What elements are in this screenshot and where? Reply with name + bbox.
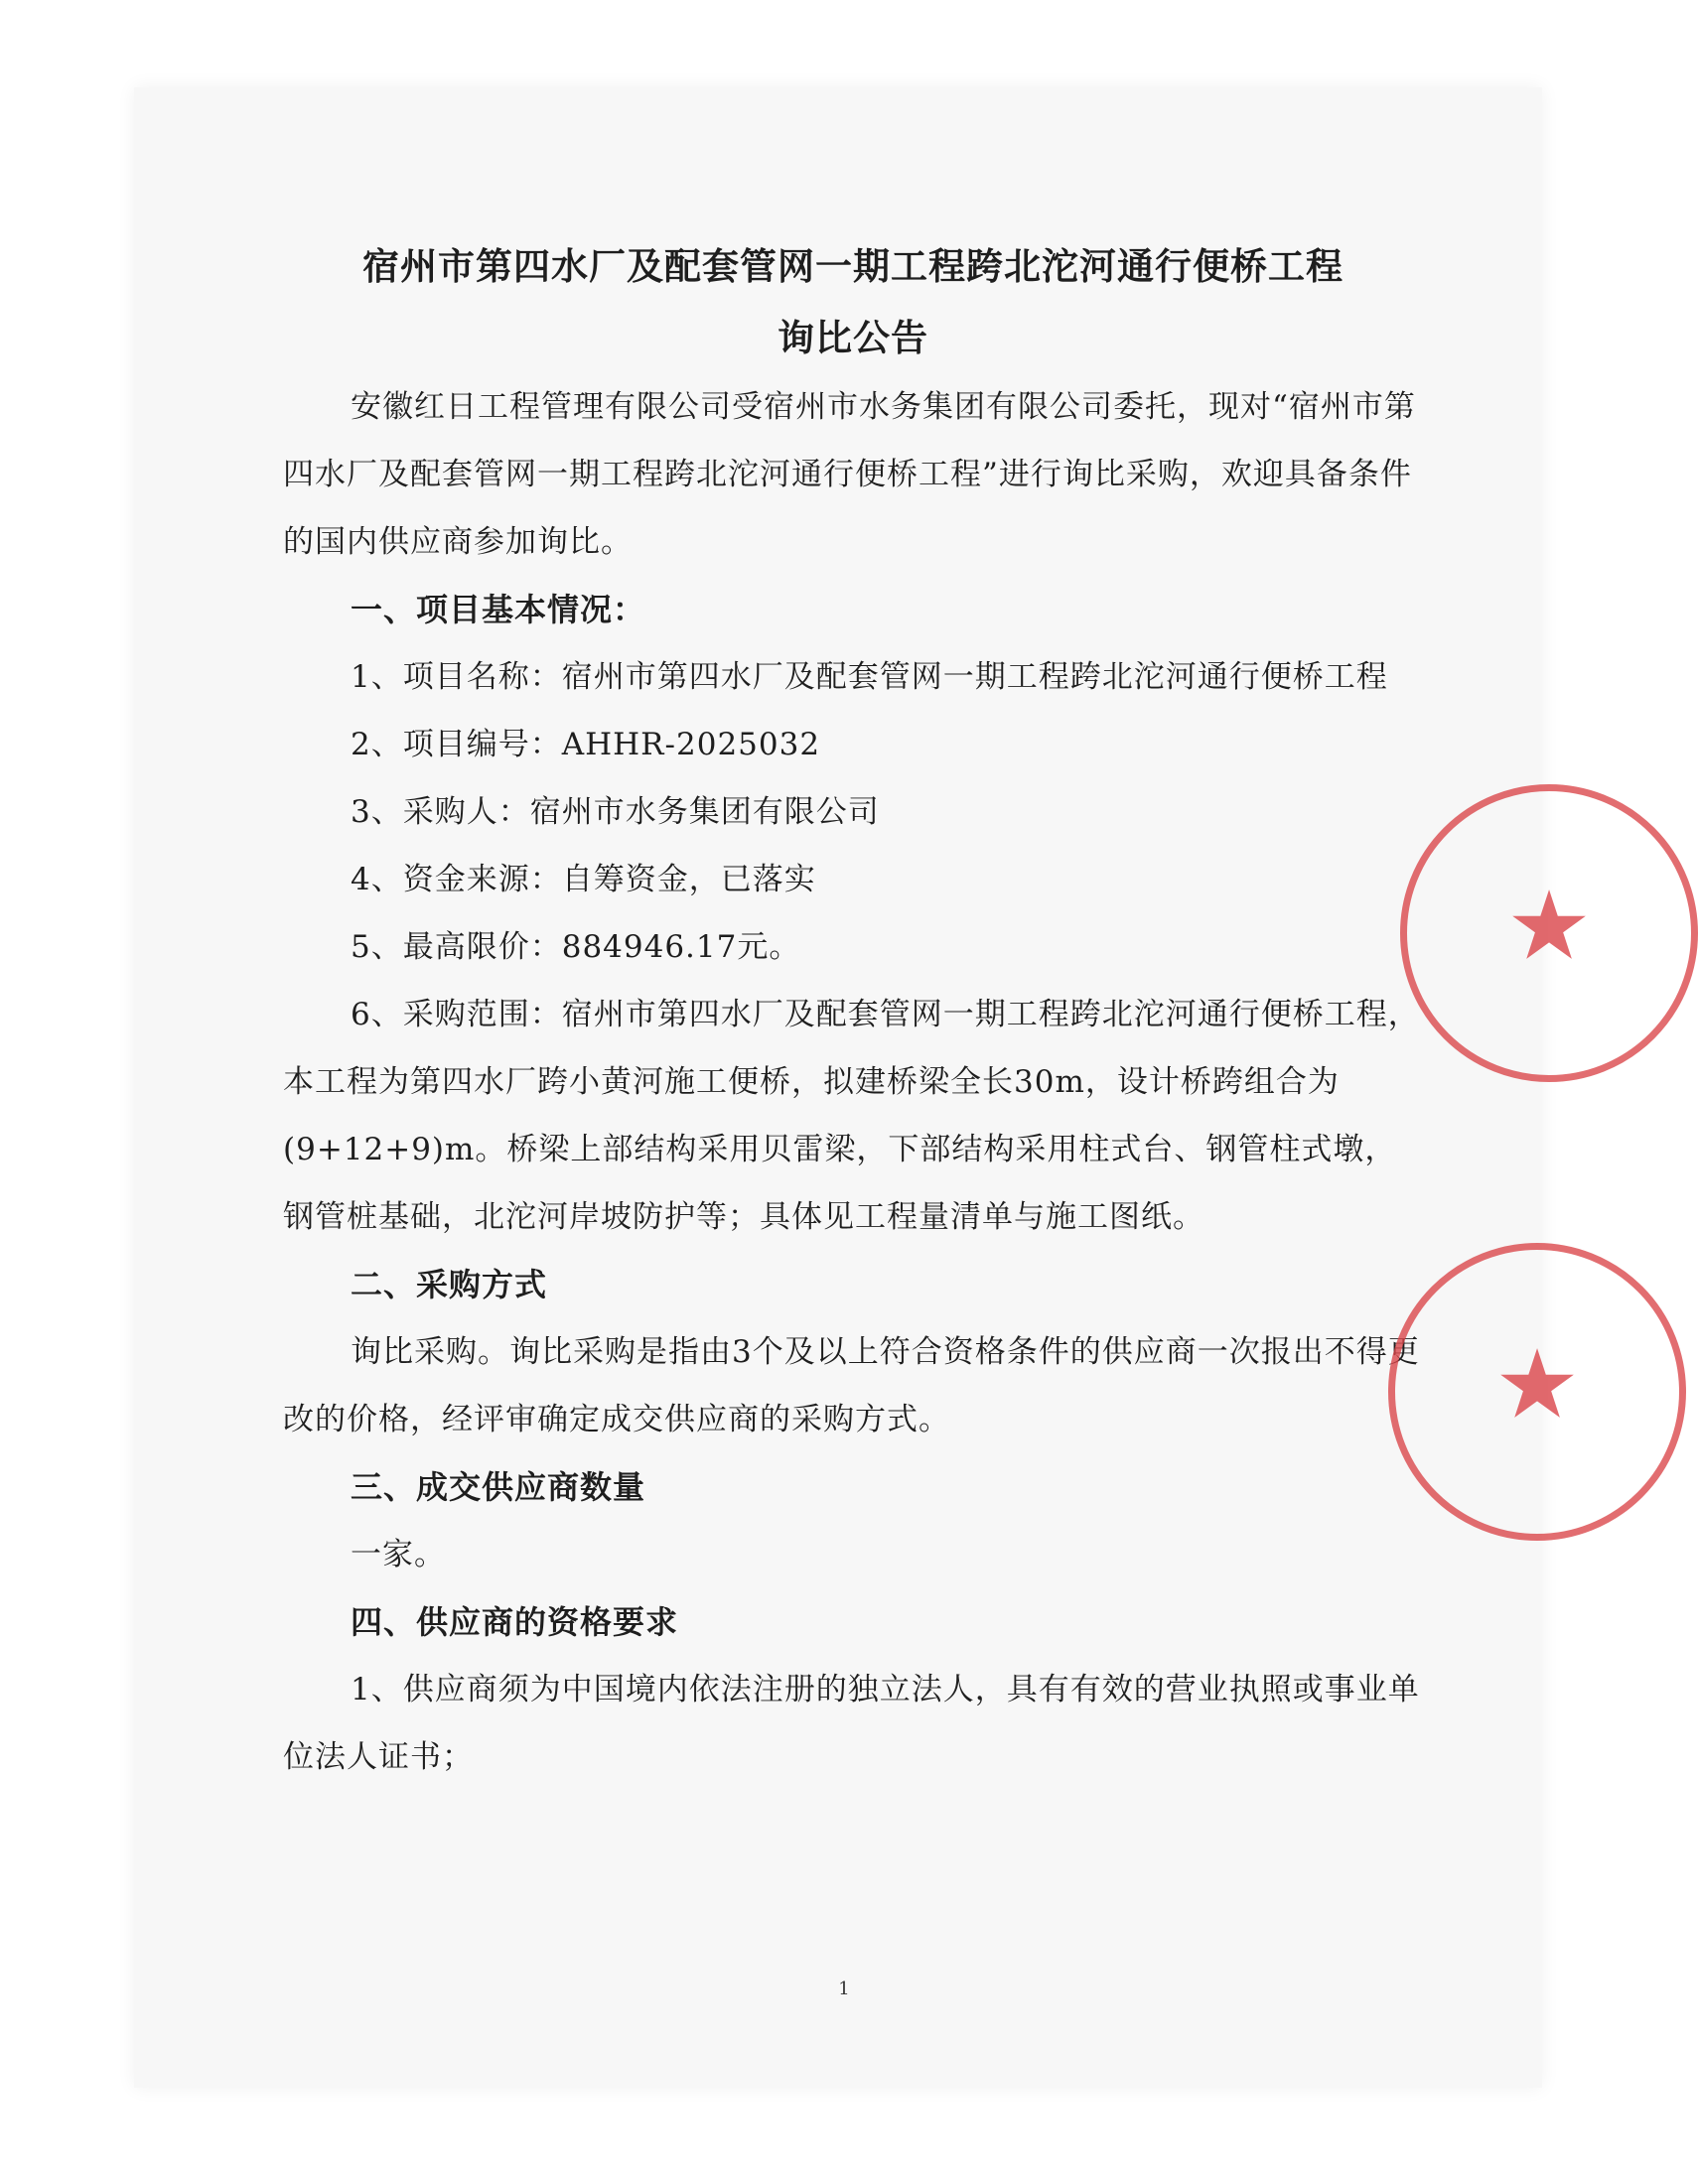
document-title: 宿州市第四水厂及配套管网一期工程跨北沱河通行便桥工程 [362, 244, 1344, 288]
list-item: 5、最高限价：884946.17元。 [351, 929, 801, 965]
list-item: 3、采购人：宿州市水务集团有限公司 [351, 794, 880, 830]
intro-paragraph: 安徽红日工程管理有限公司受宿州市水务集团有限公司委托，现对“宿州市第四水厂及配套管网一期工程跨北沱河通行便桥工程”进行询比采购，欢迎具备条件的国内供应商参加询比。 [283, 389, 1416, 560]
document-body [283, 230, 1423, 1791]
section-heading: 二、采购方式 [351, 1266, 548, 1303]
stamp-water-group [1370, 774, 1593, 1102]
section-heading: 一、项目基本情况： [351, 591, 646, 628]
list-item: 1、供应商须为中国境内依法注册的独立法人，具有有效的营业执照或事业单位法人证书； [283, 1672, 1420, 1775]
list-item: 6、采购范围：宿州市第四水厂及配套管网一期工程跨北沱河通行便桥工程，本工程为第四水厂跨小黄河施工便桥，拟建桥梁全长30m，设计桥跨组合为(9+12+9)m。桥梁上部结构采用贝雷梁，下部结构采用柱式台、钢管柱式墩，钢管桩基础，北沱河岸坡防护等；具体见工程量清单与施工图纸。 [283, 997, 1420, 1235]
list-item: 1、项目名称：宿州市第四水厂及配套管网一期工程跨北沱河通行便桥工程 [351, 659, 1388, 695]
list-item: 4、资金来源：自筹资金，已落实 [351, 862, 816, 897]
section-heading: 三、成交供应商数量 [351, 1468, 646, 1506]
stamp-hongri [1360, 1231, 1581, 1559]
list-item: 2、项目编号：AHHR-2025032 [351, 727, 821, 762]
document-subtitle: 询比公告 [778, 316, 928, 359]
star-icon: ★ [1505, 870, 1593, 982]
seal-circle [1388, 1243, 1686, 1541]
section-heading: 四、供应商的资格要求 [351, 1603, 679, 1641]
list-item: 一家。 [351, 1537, 446, 1572]
seal-circle [1400, 784, 1698, 1082]
page-number: 1 [838, 1979, 850, 1999]
star-icon: ★ [1493, 1328, 1581, 1440]
list-item: 询比采购。询比采购是指由3个及以上符合资格条件的供应商一次报出不得更改的价格，经评审确定成交供应商的采购方式。 [283, 1334, 1420, 1437]
